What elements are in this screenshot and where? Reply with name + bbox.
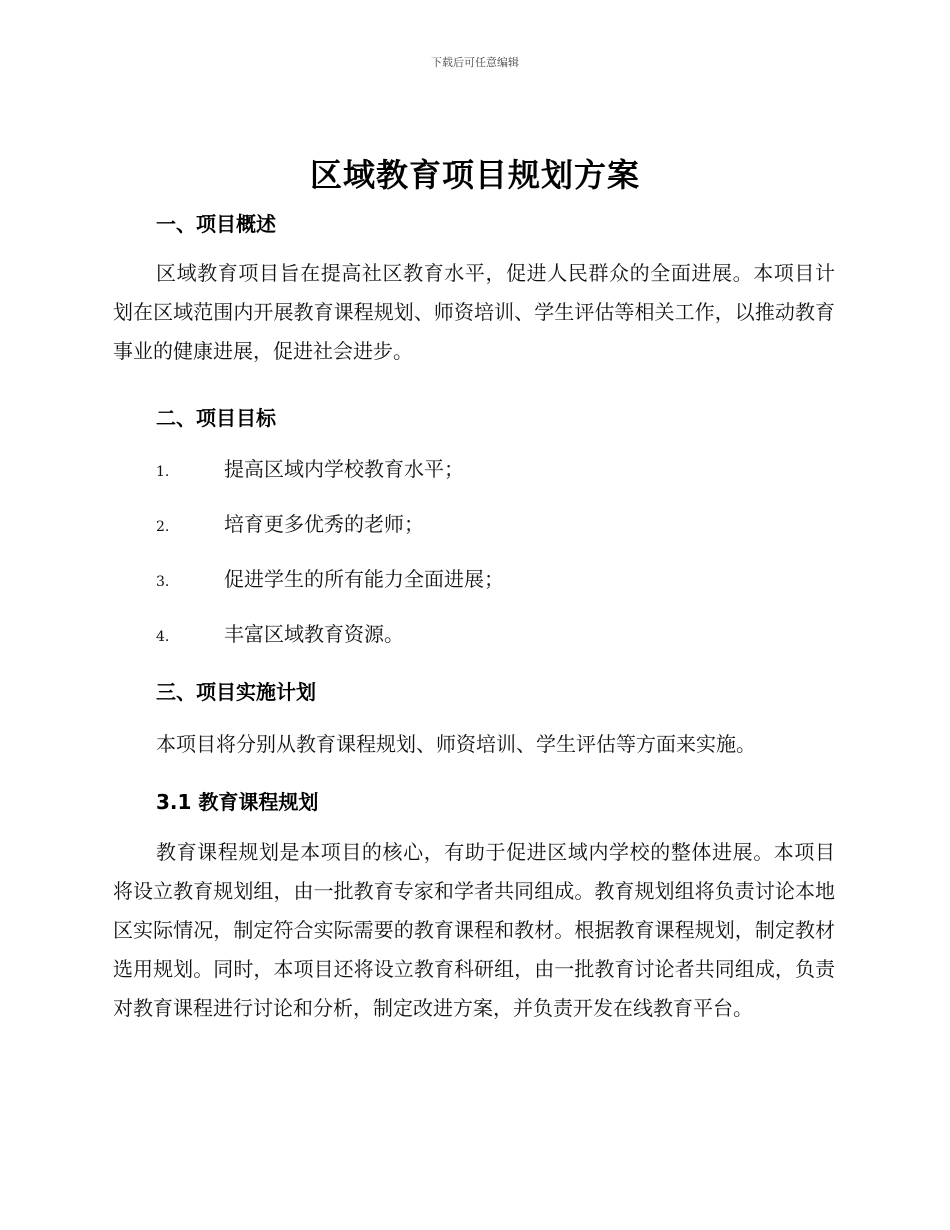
list-number: 1. [156, 464, 170, 480]
subsection-heading-curriculum: 3.1 教育课程规划 [156, 790, 319, 814]
list-item [156, 620, 404, 651]
list-number: 4. [156, 629, 170, 645]
list-text: 促进学生的所有能力全面进展； [224, 567, 504, 591]
list-text: 培育更多优秀的老师； [224, 512, 424, 536]
paragraph-overview: 区域教育项目旨在提高社区教育水平，促进人民群众的全面进展。本项目计划在区域范围内开展教育课程规划、师资培训、学生评估等相关工作，以推动教育事业的健康进展，促进社会进步。 [113, 261, 835, 363]
list-text: 丰富区域教育资源。 [224, 622, 404, 646]
list-text: 提高区域内学校教育水平； [224, 457, 464, 481]
section-heading-overview: 一、项目概述 [156, 212, 276, 236]
paragraph-curriculum: 教育课程规划是本项目的核心，有助于促进区域内学校的整体进展。本项目将设立教育规划组，由一批教育专家和学者共同组成。教育规划组将负责讨论本地区实际情况，制定符合实际需要的教育课程和教材。根据教育课程规划，制定教材选用规划。同时，本项目还将设立教育科研组，由一批教育讨论者共同组成，负责对教育课程进行讨论和分析，制定改进方案，并负责开发在线教育平台。 [113, 840, 835, 1020]
list-number: 2. [156, 519, 170, 535]
document-title: 区域教育项目规划方案 [309, 156, 640, 194]
section-heading-plan: 三、项目实施计划 [156, 680, 316, 704]
list-number: 3. [156, 574, 170, 590]
list-item [156, 510, 424, 541]
list-item [156, 455, 464, 486]
list-item [156, 565, 504, 596]
section-heading-goals: 二、项目目标 [156, 406, 276, 430]
paragraph-plan-intro: 本项目将分别从教育课程规划、师资培训、学生评估等方面来实施。 [156, 732, 756, 756]
header-note: 下载后可任意编辑 [431, 56, 519, 69]
